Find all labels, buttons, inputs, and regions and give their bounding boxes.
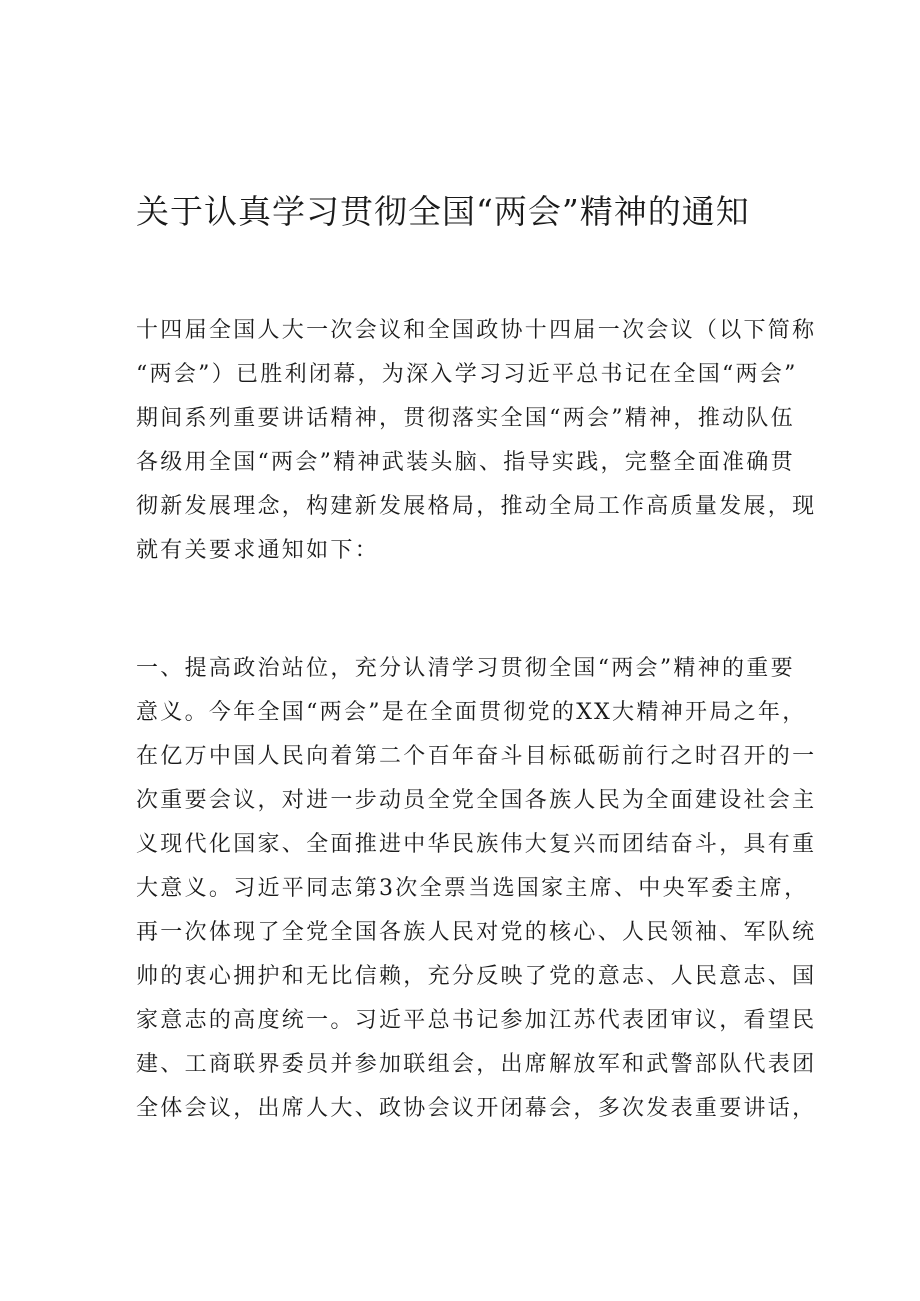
paragraph-line: 次重要会议，对进一步动员全党全国各族人民为全面建设社会主: [136, 788, 817, 813]
paragraph-line: 建、工商联界委员并参加联组会，出席解放军和武警部队代表团: [136, 1052, 817, 1077]
paragraph-line: 彻新发展理念，构建新发展格局，推动全局工作高质量发展，现: [136, 494, 817, 519]
paragraph-line: 期间系列重要讲话精神，贯彻落实全国“两会”精神，推动队伍: [136, 406, 795, 431]
paragraph-line: 在亿万中国人民向着第二个百年奋斗目标砥砺前行之时召开的一: [136, 744, 817, 769]
paragraph-line: 全体会议，出席人大、政协会议开闭幕会，多次发表重要讲话，: [136, 1096, 817, 1121]
paragraph-line: 十四届全国人大一次会议和全国政协十四届一次会议（以下简称: [136, 318, 817, 343]
paragraph-line: 家意志的高度统一。习近平总书记参加江苏代表团审议，看望民: [136, 1008, 817, 1033]
paragraph-line: 大意义。习近平同志第3次全票当选国家主席、中央军委主席，: [136, 876, 809, 901]
paragraph-line: 再一次体现了全党全国各族人民对党的核心、人民领袖、军队统: [136, 920, 817, 945]
paragraph-line: 就有关要求通知如下：: [136, 538, 380, 563]
paragraph-line: 一、提高政治站位，充分认清学习贯彻全国“两会”精神的重要: [136, 656, 795, 681]
paragraph-line: “两会”）已胜利闭幕，为深入学习习近平总书记在全国“两会”: [136, 362, 798, 387]
paragraph-line: 意义。今年全国“两会”是在全面贯彻党的XX大精神开局之年，: [136, 700, 807, 725]
intro-paragraph: [136, 309, 817, 573]
paragraph-line: 帅的衷心拥护和无比信赖，充分反映了党的意志、人民意志、国: [136, 964, 817, 989]
paragraph-line: 各级用全国“两会”精神武装头脑、指导实践，完整全面准确贯: [136, 450, 795, 475]
document-title: 关于认真学习贯彻全国“两会”精神的通知: [136, 192, 750, 231]
section-one-paragraph: [136, 647, 817, 1131]
paragraph-line: 义现代化国家、全面推进中华民族伟大复兴而团结奋斗，具有重: [136, 832, 817, 857]
